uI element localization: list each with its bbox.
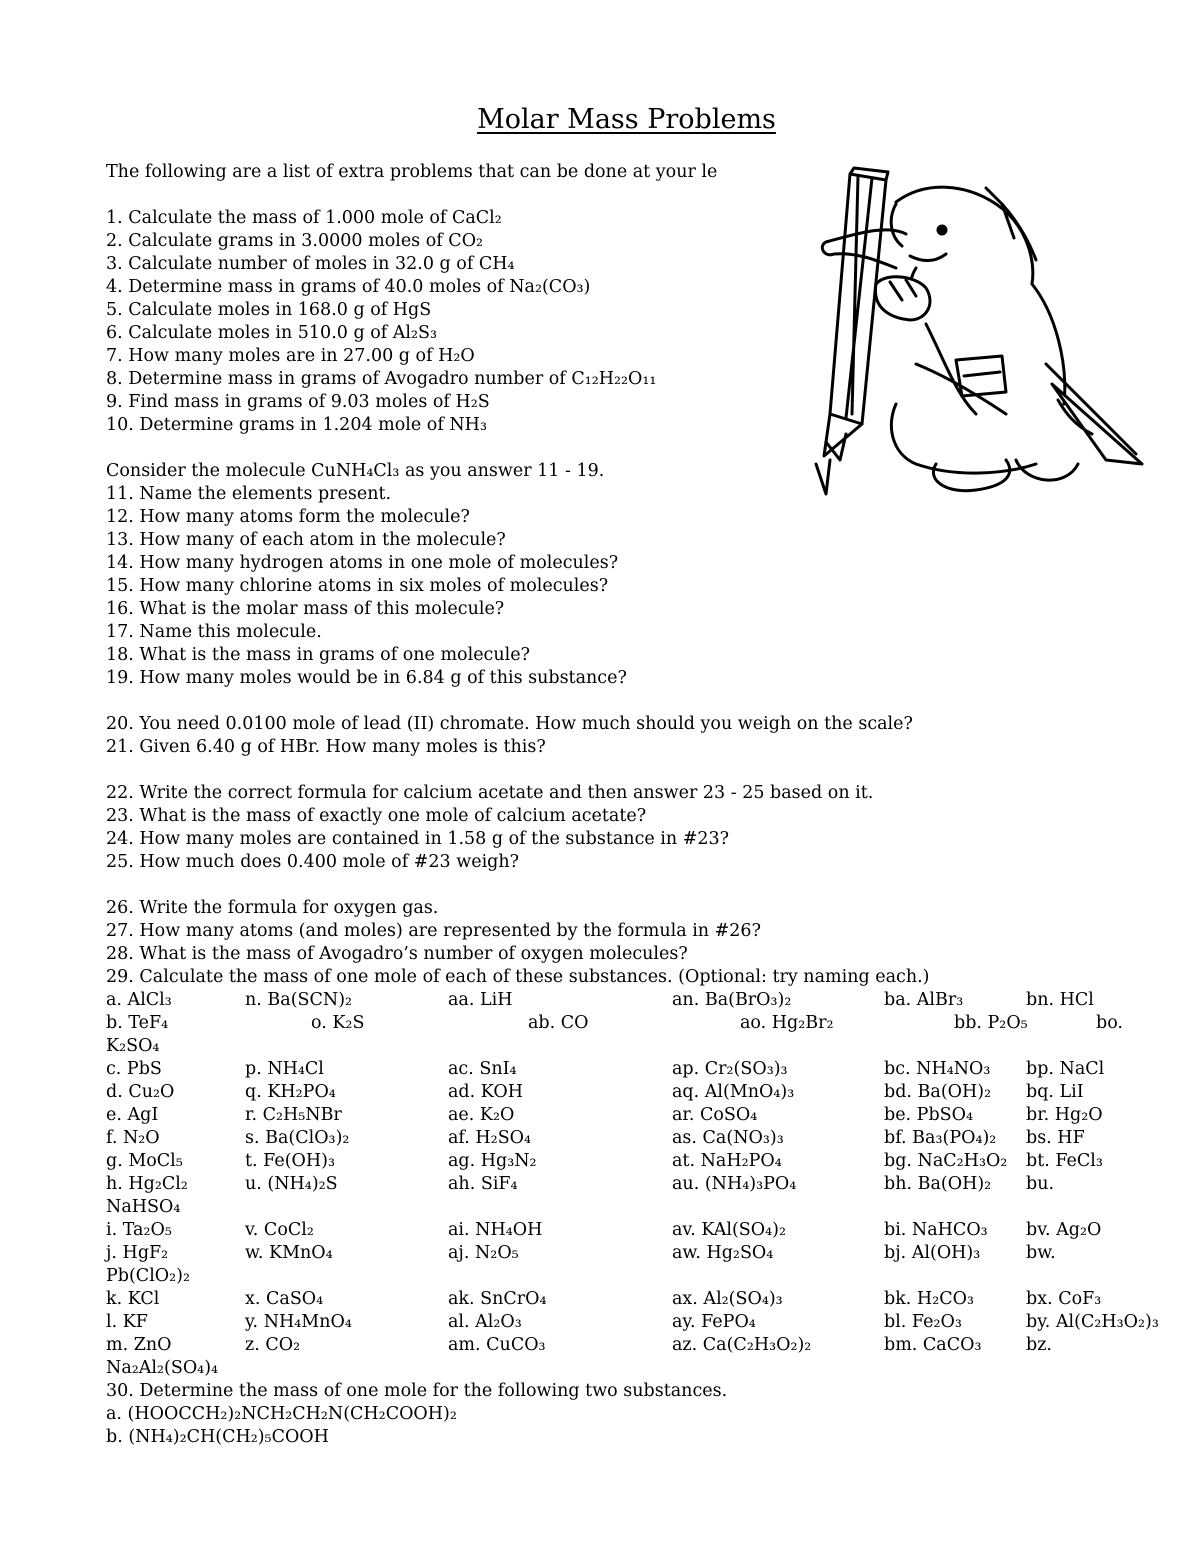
- table-cell: ar. CoSO₄: [672, 1105, 758, 1125]
- list-item: 21. Given 6.40 g of HBr. How many moles is this?: [106, 737, 546, 757]
- table-row: [106, 1196, 930, 1219]
- table-cell: bt. FeCl₃: [1026, 1151, 1103, 1171]
- table-cell: l. KF: [106, 1312, 148, 1332]
- table-cell: bh. Ba(OH)₂: [884, 1174, 992, 1194]
- table-cell: ag. Hg₃N₂: [448, 1151, 537, 1171]
- list-item: a. (HOOCCH₂)₂NCH₂CH₂N(CH₂COOH)₂: [106, 1404, 457, 1424]
- table-cell: u. (NH₄)₂S: [245, 1174, 338, 1194]
- list-item: 14. How many hydrogen atoms in one mole of molecules?: [106, 553, 619, 573]
- table-cell: al. Al₂O₃: [448, 1312, 522, 1332]
- table-cell: r. C₂H₅NBr: [245, 1105, 342, 1125]
- table-cell: ao. Hg₂Br₂: [740, 1013, 834, 1033]
- table-row: [106, 1334, 1052, 1357]
- table-cell: bv. Ag₂O: [1026, 1220, 1102, 1240]
- table-cell: q. KH₂PO₄: [245, 1082, 336, 1102]
- table-row: [106, 1288, 1102, 1311]
- table-cell: Pb(ClO₂)₂: [106, 1266, 190, 1286]
- list-item: Consider the molecule CuNH₄Cl₃ as you answer 11 - 19.: [106, 461, 605, 481]
- table-cell: o. K₂S: [311, 1013, 365, 1033]
- table-row: [106, 1357, 930, 1380]
- table-cell: at. NaH₂PO₄: [672, 1151, 782, 1171]
- table-cell: b. TeF₄: [106, 1013, 169, 1033]
- list-item: 4. Determine mass in grams of 40.0 moles of Na₂(CO₃): [106, 277, 591, 297]
- table-cell: bn. HCl: [1026, 990, 1094, 1010]
- table-cell: ae. K₂O: [448, 1105, 515, 1125]
- table-cell: ai. NH₄OH: [448, 1220, 543, 1240]
- table-cell: m. ZnO: [106, 1335, 172, 1355]
- table-cell: j. HgF₂: [106, 1243, 169, 1263]
- list-item: 28. What is the mass of Avogadro’s number of oxygen molecules?: [106, 944, 688, 964]
- table-cell: f. N₂O: [106, 1128, 160, 1148]
- problem-text: [106, 161, 1159, 1449]
- table-cell: br. Hg₂O: [1026, 1105, 1103, 1125]
- table-cell: Na₂Al₂(SO₄)₄: [106, 1358, 219, 1378]
- list-item: 27. How many atoms (and moles) are represented by the formula in #26?: [106, 921, 761, 941]
- table-row: [106, 1219, 1102, 1242]
- table-row: [106, 1265, 930, 1288]
- table-row: [106, 1242, 1056, 1265]
- table-cell: g. MoCl₅: [106, 1151, 183, 1171]
- table-cell: av. KAl(SO₄)₂: [672, 1220, 786, 1240]
- table-cell: i. Ta₂O₅: [106, 1220, 172, 1240]
- table-row: [106, 1150, 1103, 1173]
- table-cell: bm. CaCO₃: [884, 1335, 982, 1355]
- table-cell: as. Ca(NO₃)₃: [672, 1128, 784, 1148]
- table-cell: bd. Ba(OH)₂: [884, 1082, 992, 1102]
- table-row: [106, 1081, 1084, 1104]
- table-cell: x. CaSO₄: [245, 1289, 324, 1309]
- list-item: 18. What is the mass in grams of one molecule?: [106, 645, 530, 665]
- table-cell: am. CuCO₃: [448, 1335, 546, 1355]
- table-cell: aw. Hg₂SO₄: [672, 1243, 774, 1263]
- table-cell: bu.: [1026, 1174, 1055, 1194]
- page-title: Molar Mass Problems: [477, 104, 776, 135]
- table-row: [106, 1311, 1159, 1334]
- table-cell: bi. NaHCO₃: [884, 1220, 988, 1240]
- table-cell: ba. AlBr₃: [884, 990, 964, 1010]
- table-cell: p. NH₄Cl: [245, 1059, 324, 1079]
- table-cell: bs. HF: [1026, 1128, 1085, 1148]
- table-cell: t. Fe(OH)₃: [245, 1151, 335, 1171]
- table-cell: e. AgI: [106, 1105, 159, 1125]
- list-item: 22. Write the correct formula for calcium acetate and then answer 23 - 25 based on it.: [106, 783, 874, 803]
- table-cell: ap. Cr₂(SO₃)₃: [672, 1059, 788, 1079]
- table-cell: k. KCl: [106, 1289, 160, 1309]
- table-cell: bp. NaCl: [1026, 1059, 1105, 1079]
- table-row: [106, 1012, 1123, 1035]
- table-cell: be. PbSO₄: [884, 1105, 974, 1125]
- table-cell: n. Ba(SCN)₂: [245, 990, 353, 1010]
- list-item: 6. Calculate moles in 510.0 g of Al₂S₃: [106, 323, 438, 343]
- list-item: 12. How many atoms form the molecule?: [106, 507, 470, 527]
- table-row: [106, 1058, 1105, 1081]
- table-cell: bc. NH₄NO₃: [884, 1059, 991, 1079]
- list-item: 5. Calculate moles in 168.0 g of HgS: [106, 300, 432, 320]
- table-cell: ax. Al₂(SO₄)₃: [672, 1289, 783, 1309]
- table-cell: ay. FePO₄: [672, 1312, 756, 1332]
- table-cell: bb. P₂O₅: [954, 1013, 1028, 1033]
- table-cell: ac. SnI₄: [448, 1059, 517, 1079]
- table-row: [106, 989, 1094, 1012]
- list-item: 13. How many of each atom in the molecule?: [106, 530, 506, 550]
- list-item: 10. Determine grams in 1.204 mole of NH₃: [106, 415, 487, 435]
- table-row: [106, 1035, 930, 1058]
- substance-grid: [106, 989, 1159, 1380]
- table-cell: aa. LiH: [448, 990, 513, 1010]
- table-row: [106, 1104, 1103, 1127]
- table-cell: aj. N₂O₅: [448, 1243, 519, 1263]
- table-cell: aq. Al(MnO₄)₃: [672, 1082, 795, 1102]
- table-cell: af. H₂SO₄: [448, 1128, 532, 1148]
- table-cell: bf. Ba₃(PO₄)₂: [884, 1128, 997, 1148]
- table-cell: a. AlCl₃: [106, 990, 172, 1010]
- list-item: 3. Calculate number of moles in 32.0 g of CH₄: [106, 254, 515, 274]
- table-cell: y. NH₄MnO₄: [245, 1312, 352, 1332]
- list-item: b. (NH₄)₂CH(CH₂)₅COOH: [106, 1427, 329, 1447]
- list-item: 15. How many chlorine atoms in six moles of molecules?: [106, 576, 609, 596]
- table-cell: bo.: [1096, 1013, 1123, 1033]
- table-cell: v. CoCl₂: [245, 1220, 314, 1240]
- table-row: [106, 1173, 1055, 1196]
- table-cell: h. Hg₂Cl₂: [106, 1174, 188, 1194]
- table-cell: az. Ca(C₂H₃O₂)₂: [672, 1335, 812, 1355]
- table-cell: K₂SO₄: [106, 1036, 160, 1056]
- list-item: 19. How many moles would be in 6.84 g of this substance?: [106, 668, 627, 688]
- list-item: 17. Name this molecule.: [106, 622, 322, 642]
- table-cell: bx. CoF₃: [1026, 1289, 1102, 1309]
- table-cell: bg. NaC₂H₃O₂: [884, 1151, 1008, 1171]
- list-item: 20. You need 0.0100 mole of lead (II) chromate. How much should you weigh on the scale?: [106, 714, 913, 734]
- table-cell: s. Ba(ClO₃)₂: [245, 1128, 350, 1148]
- list-item: 25. How much does 0.400 mole of #23 weigh?: [106, 852, 520, 872]
- list-item: 24. How many moles are contained in 1.58 g of the substance in #23?: [106, 829, 730, 849]
- table-cell: c. PbS: [106, 1059, 162, 1079]
- table-cell: bz.: [1026, 1335, 1052, 1355]
- table-cell: bw.: [1026, 1243, 1056, 1263]
- list-item: 30. Determine the mass of one mole for the following two substances.: [106, 1381, 728, 1401]
- table-cell: ab. CO: [528, 1013, 589, 1033]
- table-cell: bk. H₂CO₃: [884, 1289, 974, 1309]
- table-cell: z. CO₂: [245, 1335, 301, 1355]
- intro-line: The following are a list of extra problems that can be done at your le: [106, 162, 718, 182]
- table-cell: ad. KOH: [448, 1082, 523, 1102]
- table-cell: bq. LiI: [1026, 1082, 1084, 1102]
- table-cell: by. Al(C₂H₃O₂)₃: [1026, 1312, 1159, 1332]
- list-item: 11. Name the elements present.: [106, 484, 392, 504]
- table-row: [106, 1127, 1085, 1150]
- table-cell: au. (NH₄)₃PO₄: [672, 1174, 797, 1194]
- table-cell: NaHSO₄: [106, 1197, 181, 1217]
- table-cell: an. Ba(BrO₃)₂: [672, 990, 792, 1010]
- table-cell: ak. SnCrO₄: [448, 1289, 547, 1309]
- table-cell: bj. Al(OH)₃: [884, 1243, 981, 1263]
- table-cell: ah. SiF₄: [448, 1174, 518, 1194]
- list-item: 2. Calculate grams in 3.0000 moles of CO₂: [106, 231, 484, 251]
- list-item: 7. How many moles are in 27.00 g of H₂O: [106, 346, 475, 366]
- list-item: 8. Determine mass in grams of Avogadro number of C₁₂H₂₂O₁₁: [106, 369, 657, 389]
- table-cell: d. Cu₂O: [106, 1082, 175, 1102]
- list-item: 9. Find mass in grams of 9.03 moles of H₂S: [106, 392, 490, 412]
- list-item: 29. Calculate the mass of one mole of each of these substances. (Optional: try naming each.): [106, 967, 930, 987]
- list-item: 16. What is the molar mass of this molecule?: [106, 599, 505, 619]
- list-item: 26. Write the formula for oxygen gas.: [106, 898, 439, 918]
- list-item: 1. Calculate the mass of 1.000 mole of CaCl₂: [106, 208, 502, 228]
- table-cell: w. KMnO₄: [245, 1243, 333, 1263]
- table-cell: bl. Fe₂O₃: [884, 1312, 962, 1332]
- list-item: 23. What is the mass of exactly one mole of calcium acetate?: [106, 806, 647, 826]
